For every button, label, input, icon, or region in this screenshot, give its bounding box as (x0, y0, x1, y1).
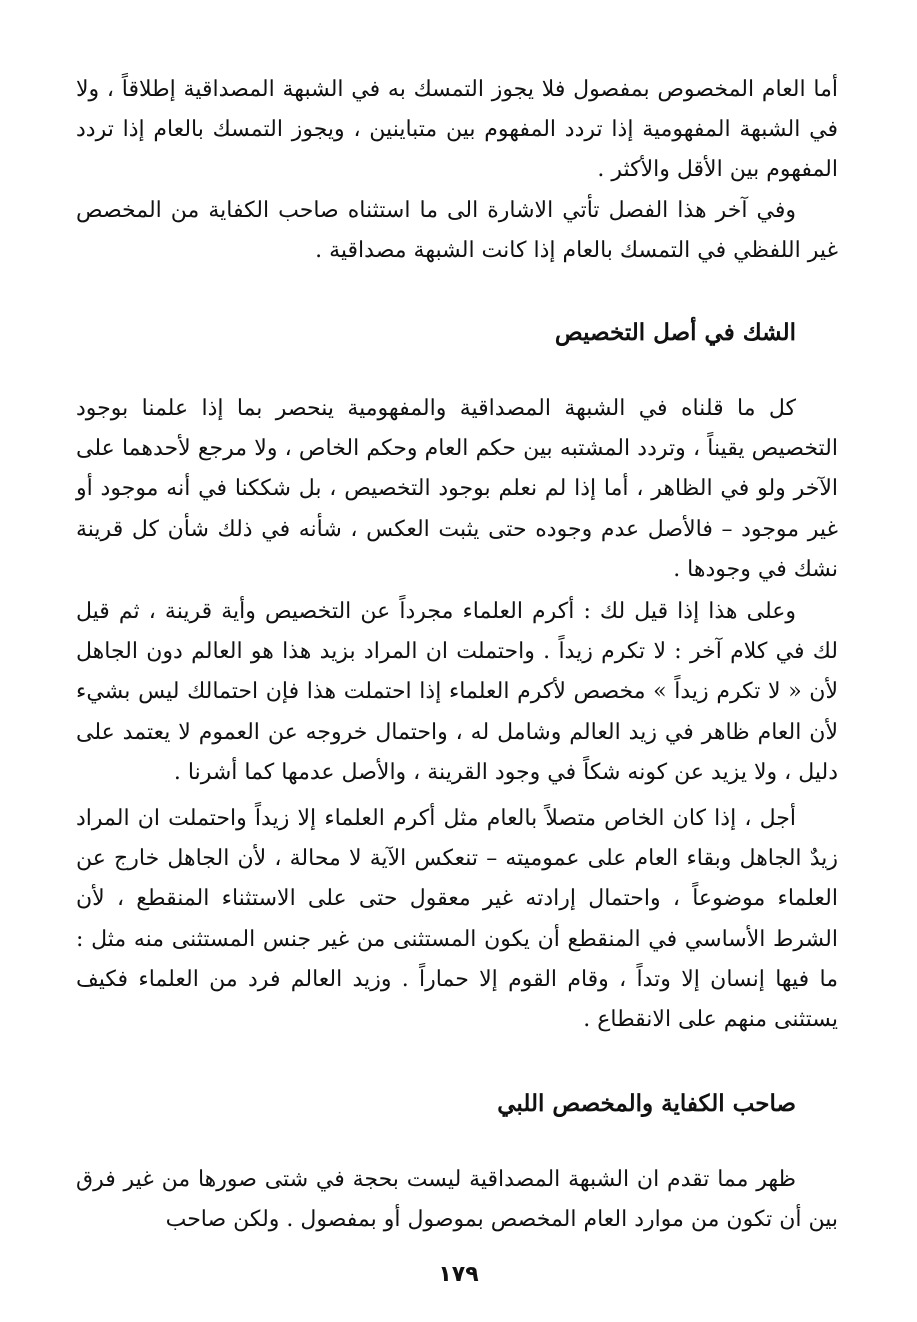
paragraph-conclusion: ظهر مما تقدم ان الشبهة المصداقية ليست بحجة في شتى صورها من غير فرق بين أن تكون من موارد العام المخصص بموصول أو بمفصول . ولكن صاحب (76, 1167, 838, 1233)
paragraph-doubt-principle: كل ما قلناه في الشبهة المصداقية والمفهومية ينحصر بما إذا علمنا بوجود التخصيص يقيناً ، وتردد المشتبه بين حكم العام وحكم الخاص ، ولا مرجع لأحدهما على الآخر ولو في الظاهر ، أما إذا لم نعلم بوجود التخصيص ، بل شككنا في أنه موجود أو غير موجود – فالأصل عدم وجوده حتى يثبت العكس ، شأنه في ذلك شأن كل قرينة نشك في وجودها . (76, 396, 838, 582)
page-body (76, 70, 838, 1241)
section-heading-doubt-in-specification: الشك في أصل التخصيص (554, 319, 796, 347)
section-heading-kifaya-lubbi: صاحب الكفاية والمخصص اللبي (497, 1090, 796, 1118)
page-number: ١٧٩ (438, 1262, 479, 1287)
paragraph-kifaya-note: وفي آخر هذا الفصل تأتي الاشارة الى ما استثناه صاحب الكفاية من المخصص غير اللفظي في التمسك بالعام إذا كانت الشبهة مصداقية . (76, 197, 838, 263)
paragraph-mukhassas-munfasil: أما العام المخصوص بمفصول فلا يجوز التمسك به في الشبهة المصداقية إطلاقاً ، ولا في الشبهة المفهومية إذا تردد المفهوم بين متباينين ، ويجوز التمسك بالعام إذا تردد المفهوم بين الأقل والأكثر . (76, 77, 838, 183)
paragraph-connected-specification: أجل ، إذا كان الخاص متصلاً بالعام مثل أكرم العلماء إلا زيداً واحتملت ان المراد زيدٌ الجاهل وبقاء العام على عمومیته – تنعكس الآية لا محالة ، لأن الجاهل خارج عن العلماء موضوعاً ، واحتمال إرادته غير معقول حتى على الاستثناء المنقطع ، لأن الشرط الأساسي في المنقطع أن يكون المستثنى من غير جنس المستثنى منه مثل : ما فيها إنسان إلا وتداً ، وقام القوم إلا حماراً . وزيد العالم فرد من العلماء فكيف يستثنى منهم على الانقطاع . (76, 806, 838, 1033)
paragraph-example-zayd: وعلى هذا إذا قيل لك : أكرم العلماء مجرداً عن التخصيص وأية قرينة ، ثم قيل لك في كلام آخر : لا تكرم زيداً . واحتملت ان المراد بزيد هذا هو العالم دون الجاهل لأن « لا تكرم زيداً » مخصص لأكرم العلماء إذا احتملت هذا فإن احتمالك ليس بشيء لأن العام ظاهر في زيد العالم وشامل له ، واحتمال خروجه عن العموم لا يعتمد على دليل ، ولا يزيد عن كونه شكاً في وجود القرينة ، والأصل عدمها كما أشرنا . (76, 599, 838, 785)
